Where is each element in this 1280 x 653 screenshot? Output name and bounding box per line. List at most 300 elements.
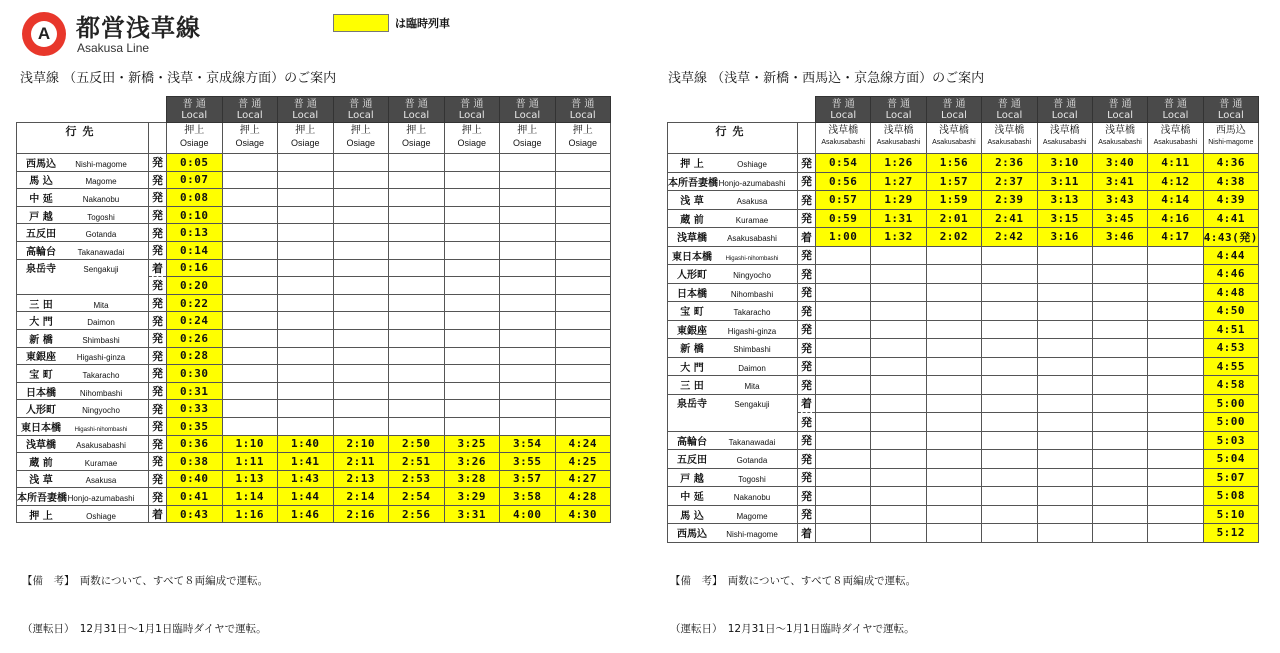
right-section-title: 浅草線 （浅草・新橋・西馬込・京急線方面）のご案内 xyxy=(668,71,985,86)
time-cell xyxy=(500,224,556,242)
arrival-departure-mark: 発 xyxy=(798,265,816,284)
time-cell: 2:14 xyxy=(333,488,389,506)
time-cell xyxy=(278,189,334,207)
time-cell xyxy=(1037,505,1092,524)
time-cell xyxy=(816,487,871,506)
station-cell xyxy=(17,417,149,435)
time-cell xyxy=(222,382,278,400)
time-cell xyxy=(278,347,334,365)
time-cell xyxy=(816,246,871,265)
time-cell: 1:32 xyxy=(871,228,926,247)
station-cell xyxy=(17,241,149,259)
timetable-row xyxy=(668,191,1259,210)
time-cell xyxy=(982,431,1037,450)
station-name-en: Oshiage xyxy=(737,160,767,170)
time-cell xyxy=(1092,450,1147,469)
time-cell xyxy=(816,524,871,543)
arrival-departure-mark: 発 xyxy=(798,320,816,339)
timetable-row xyxy=(17,241,611,259)
time-cell xyxy=(1037,487,1092,506)
time-cell: 3:29 xyxy=(444,488,500,506)
time-cell xyxy=(982,413,1037,432)
train-type-header: 普 通 Local xyxy=(278,97,334,123)
time-cell: 1:16 xyxy=(222,505,278,523)
train-type-header: 普 通 Local xyxy=(816,97,871,123)
time-cell xyxy=(1148,320,1203,339)
time-cell xyxy=(1037,357,1092,376)
time-cell xyxy=(1037,265,1092,284)
arrival-departure-mark: 発 xyxy=(798,376,816,395)
station-cell xyxy=(668,431,798,450)
time-cell xyxy=(555,400,611,418)
station-name-jp: 戸 越 xyxy=(29,211,53,223)
time-cell: 4:58 xyxy=(1203,376,1258,395)
timetable-row xyxy=(668,246,1259,265)
station-name-en: Magome xyxy=(85,177,117,187)
time-cell xyxy=(982,505,1037,524)
station-name-jp: 五反田 xyxy=(26,229,56,241)
time-cell: 4:28 xyxy=(555,488,611,506)
time-cell xyxy=(1092,394,1147,413)
time-cell: 3:16 xyxy=(1037,228,1092,247)
time-cell xyxy=(222,189,278,207)
time-cell xyxy=(555,171,611,189)
time-cell xyxy=(555,189,611,207)
station-cell xyxy=(668,246,798,265)
timetable-row xyxy=(17,294,611,312)
station-name-jp: 東銀座 xyxy=(677,325,707,337)
train-type-header: 普 通 Local xyxy=(1148,97,1203,123)
station-name-jp: 高輪台 xyxy=(26,246,56,258)
time-cell: 5:04 xyxy=(1203,450,1258,469)
time-cell xyxy=(444,417,500,435)
station-name-jp: 泉岳寺 xyxy=(677,398,707,410)
train-destination: 押上 Osiage xyxy=(278,123,334,154)
time-cell: 5:10 xyxy=(1203,505,1258,524)
arrival-departure-mark: 発 xyxy=(798,283,816,302)
arrival-departure-mark: 発 xyxy=(149,224,167,242)
station-name-jp: 五反田 xyxy=(677,455,707,467)
time-cell: 0:43 xyxy=(167,505,223,523)
time-cell: 1:46 xyxy=(278,505,334,523)
train-type-header: 普 通 Local xyxy=(222,97,278,123)
legend-text: は臨時列車 xyxy=(395,17,450,30)
time-cell xyxy=(1037,524,1092,543)
time-cell: 0:35 xyxy=(167,417,223,435)
time-cell: 2:51 xyxy=(389,453,445,471)
time-cell xyxy=(222,294,278,312)
time-cell: 4:25 xyxy=(555,453,611,471)
time-cell: 2:11 xyxy=(333,453,389,471)
time-cell xyxy=(500,312,556,330)
arrival-departure-mark: 発 xyxy=(149,277,167,295)
train-type-header: 普 通 Local xyxy=(500,97,556,123)
arrival-departure-mark: 発 xyxy=(798,172,816,191)
station-cell xyxy=(668,524,798,543)
time-cell xyxy=(278,365,334,383)
time-cell xyxy=(982,450,1037,469)
station-name-jp: 人形町 xyxy=(677,270,707,282)
time-cell: 0:16 xyxy=(167,259,223,277)
station-name-jp: 戸 越 xyxy=(680,473,704,485)
time-cell: 4:41 xyxy=(1203,209,1258,228)
arrival-departure-mark: 着 xyxy=(798,228,816,247)
station-cell xyxy=(17,171,149,189)
station-name-jp: 三 田 xyxy=(680,381,704,393)
arrival-departure-mark: 発 xyxy=(149,417,167,435)
station-name-jp: 西馬込 xyxy=(26,158,56,170)
time-cell: 0:08 xyxy=(167,189,223,207)
time-cell: 2:37 xyxy=(982,172,1037,191)
timetable-row xyxy=(668,413,1259,432)
time-cell xyxy=(222,312,278,330)
train-type-header: 普 通 Local xyxy=(333,97,389,123)
time-cell: 0:31 xyxy=(167,382,223,400)
arrival-departure-mark: 発 xyxy=(149,435,167,453)
time-cell xyxy=(1092,357,1147,376)
time-cell xyxy=(1148,339,1203,358)
time-cell: 1:27 xyxy=(871,172,926,191)
time-cell xyxy=(1092,413,1147,432)
time-cell xyxy=(982,468,1037,487)
train-destination: 押上 Osiage xyxy=(222,123,278,154)
timetable-row xyxy=(668,450,1259,469)
station-name-en: Magome xyxy=(736,511,768,521)
time-cell: 1:14 xyxy=(222,488,278,506)
station-name-en: Higashi-ginza xyxy=(76,353,126,363)
time-cell: 1:40 xyxy=(278,435,334,453)
time-cell xyxy=(1148,283,1203,302)
time-cell xyxy=(278,329,334,347)
station-name-jp: 新 橋 xyxy=(29,334,53,346)
arrival-departure-mark: 発 xyxy=(798,431,816,450)
station-name-en: Kuramae xyxy=(84,458,118,468)
train-destination: 浅草橋 Asakusabashi xyxy=(982,123,1037,154)
time-cell: 0:56 xyxy=(816,172,871,191)
time-cell: 4:43(発) xyxy=(1203,228,1258,247)
time-cell xyxy=(444,365,500,383)
time-cell xyxy=(500,241,556,259)
time-cell xyxy=(1037,376,1092,395)
time-cell xyxy=(926,376,981,395)
time-cell xyxy=(389,241,445,259)
brand-title-jp: 都営浅草線 xyxy=(76,14,201,42)
station-name-en: Honjo-azumabashi xyxy=(718,178,786,188)
time-cell xyxy=(500,277,556,295)
time-cell: 4:30 xyxy=(555,505,611,523)
station-name-jp: 大 門 xyxy=(29,317,53,329)
station-name-en: Sengakuji xyxy=(734,399,770,409)
time-cell xyxy=(389,206,445,224)
time-cell xyxy=(871,357,926,376)
time-cell xyxy=(222,171,278,189)
time-cell: 0:57 xyxy=(816,191,871,210)
time-cell xyxy=(1092,376,1147,395)
station-name-en: Asakusa xyxy=(736,197,768,207)
time-cell xyxy=(444,329,500,347)
station-cell xyxy=(668,172,798,191)
train-destination: 浅草橋 Asakusabashi xyxy=(1148,123,1203,154)
station-name-jp: 押 上 xyxy=(680,159,704,171)
station-name-en: Nihombashi xyxy=(730,289,774,299)
time-cell xyxy=(1037,413,1092,432)
time-cell xyxy=(444,400,500,418)
station-name-jp: 浅草橋 xyxy=(26,440,56,452)
time-cell xyxy=(222,206,278,224)
station-name-jp: 高輪台 xyxy=(677,436,707,448)
time-cell xyxy=(982,394,1037,413)
arrival-departure-mark: 発 xyxy=(798,191,816,210)
time-cell xyxy=(982,302,1037,321)
time-cell xyxy=(333,329,389,347)
station-name-en: Togoshi xyxy=(738,474,766,484)
station-name-en: Nakanobu xyxy=(82,194,120,204)
time-cell xyxy=(871,450,926,469)
station-name-jp: 東銀座 xyxy=(26,352,56,364)
time-cell xyxy=(333,417,389,435)
timetable-row xyxy=(668,487,1259,506)
time-cell: 4:55 xyxy=(1203,357,1258,376)
train-type-header: 普 通 Local xyxy=(926,97,981,123)
station-name-en: Shimbashi xyxy=(82,335,120,345)
station-name-en: Nishi-magome xyxy=(75,159,127,169)
time-cell: 1:44 xyxy=(278,488,334,506)
time-cell xyxy=(926,246,981,265)
time-cell xyxy=(333,400,389,418)
time-cell: 0:22 xyxy=(167,294,223,312)
time-cell xyxy=(1037,394,1092,413)
time-cell xyxy=(555,277,611,295)
time-cell xyxy=(871,265,926,284)
station-name-en: Gotanda xyxy=(736,456,768,466)
time-cell: 4:00 xyxy=(500,505,556,523)
station-name-jp: 人形町 xyxy=(26,405,56,417)
time-cell xyxy=(500,400,556,418)
station-cell xyxy=(668,413,798,432)
time-cell: 2:42 xyxy=(982,228,1037,247)
time-cell xyxy=(278,294,334,312)
time-cell xyxy=(278,417,334,435)
time-cell: 2:54 xyxy=(389,488,445,506)
arrival-departure-mark: 発 xyxy=(149,154,167,172)
timetable-row xyxy=(17,488,611,506)
timetable-westbound-to-oshiage xyxy=(16,96,611,523)
station-cell xyxy=(17,259,149,277)
time-cell xyxy=(500,189,556,207)
time-cell xyxy=(982,524,1037,543)
time-cell: 2:56 xyxy=(389,505,445,523)
time-cell xyxy=(333,241,389,259)
note-operating-days: （運転日） 12月31日～1月1日臨時ダイヤで運転。 xyxy=(670,623,915,635)
train-destination: 押上 Osiage xyxy=(500,123,556,154)
arrival-departure-mark: 発 xyxy=(149,171,167,189)
time-cell xyxy=(278,241,334,259)
time-cell xyxy=(444,224,500,242)
station-name-en: Ningyocho xyxy=(82,406,120,416)
time-cell: 5:12 xyxy=(1203,524,1258,543)
arrival-departure-mark: 発 xyxy=(149,400,167,418)
timetable-row xyxy=(668,283,1259,302)
time-cell: 2:41 xyxy=(982,209,1037,228)
arrival-departure-mark: 発 xyxy=(798,154,816,173)
time-cell xyxy=(871,320,926,339)
time-cell xyxy=(278,400,334,418)
time-cell xyxy=(982,265,1037,284)
time-cell xyxy=(444,382,500,400)
time-cell xyxy=(500,329,556,347)
time-cell: 3:28 xyxy=(444,470,500,488)
time-cell xyxy=(278,206,334,224)
time-cell xyxy=(1092,524,1147,543)
arrival-departure-mark: 発 xyxy=(798,209,816,228)
time-cell: 0:26 xyxy=(167,329,223,347)
time-cell xyxy=(555,347,611,365)
time-cell xyxy=(389,224,445,242)
station-cell xyxy=(17,347,149,365)
time-cell xyxy=(926,487,981,506)
arrival-departure-mark: 発 xyxy=(149,312,167,330)
time-cell xyxy=(1037,468,1092,487)
station-name-jp: 浅草橋 xyxy=(677,233,707,245)
time-cell: 1:56 xyxy=(926,154,981,173)
time-cell xyxy=(222,365,278,383)
timetable-row xyxy=(17,365,611,383)
time-cell xyxy=(389,277,445,295)
time-cell xyxy=(1037,450,1092,469)
station-name-en: Honjo-azumabashi xyxy=(67,494,135,504)
timetable-row xyxy=(17,171,611,189)
time-cell: 4:17 xyxy=(1148,228,1203,247)
time-cell xyxy=(816,450,871,469)
time-cell xyxy=(555,224,611,242)
time-cell xyxy=(816,283,871,302)
time-cell xyxy=(1092,283,1147,302)
blank-corner xyxy=(668,97,816,123)
station-name-jp: 中 延 xyxy=(680,492,704,504)
station-cell xyxy=(668,191,798,210)
time-cell: 1:31 xyxy=(871,209,926,228)
timetable-row xyxy=(17,189,611,207)
time-cell xyxy=(333,365,389,383)
time-cell xyxy=(333,312,389,330)
time-cell xyxy=(926,283,981,302)
station-name-jp: 馬 込 xyxy=(29,176,53,188)
time-cell xyxy=(871,394,926,413)
time-cell xyxy=(222,154,278,172)
timetable-row xyxy=(668,339,1259,358)
timetable-row xyxy=(668,228,1259,247)
station-name-jp: 東日本橋 xyxy=(672,251,712,263)
time-cell: 2:13 xyxy=(333,470,389,488)
time-cell xyxy=(926,413,981,432)
station-cell xyxy=(668,228,798,247)
time-cell: 0:24 xyxy=(167,312,223,330)
station-cell xyxy=(668,357,798,376)
time-cell xyxy=(389,154,445,172)
timetable-row xyxy=(668,154,1259,173)
time-cell xyxy=(982,246,1037,265)
arrival-departure-mark: 発 xyxy=(149,382,167,400)
time-cell xyxy=(1092,487,1147,506)
time-cell: 3:45 xyxy=(1092,209,1147,228)
time-cell xyxy=(1148,357,1203,376)
station-name-en: Nishi-magome xyxy=(726,530,778,540)
time-cell xyxy=(816,320,871,339)
station-name-en: Takanawadai xyxy=(77,247,125,257)
time-cell: 1:57 xyxy=(926,172,981,191)
time-cell xyxy=(926,524,981,543)
time-cell xyxy=(1148,450,1203,469)
time-cell xyxy=(555,294,611,312)
arrival-departure-mark: 発 xyxy=(149,329,167,347)
station-name-en: Higashi-nihombashi xyxy=(725,255,779,262)
train-destination: 押上 Osiage xyxy=(389,123,445,154)
station-name-en: Ningyocho xyxy=(733,271,771,281)
time-cell xyxy=(871,524,926,543)
time-cell: 4:16 xyxy=(1148,209,1203,228)
arrival-departure-mark: 着 xyxy=(149,259,167,277)
time-cell xyxy=(1148,524,1203,543)
time-cell: 2:10 xyxy=(333,435,389,453)
time-cell: 2:01 xyxy=(926,209,981,228)
time-cell xyxy=(444,347,500,365)
timetable-row xyxy=(668,209,1259,228)
train-type-header: 普 通 Local xyxy=(444,97,500,123)
train-destination: 浅草橋 Asakusabashi xyxy=(926,123,981,154)
station-name-jp: 東日本橋 xyxy=(21,422,61,434)
time-cell xyxy=(333,206,389,224)
station-name-jp: 馬 込 xyxy=(680,510,704,522)
note-operating-days: （運転日） 12月31日～1月1日臨時ダイヤで運転。 xyxy=(22,623,267,635)
time-cell xyxy=(1037,246,1092,265)
time-cell xyxy=(871,487,926,506)
station-name-jp: 大 門 xyxy=(680,362,704,374)
station-name-en: Daimon xyxy=(87,318,115,328)
time-cell: 2:16 xyxy=(333,505,389,523)
time-cell xyxy=(871,431,926,450)
time-cell xyxy=(926,450,981,469)
train-destination: 浅草橋 Asakusabashi xyxy=(1092,123,1147,154)
timetable-row xyxy=(668,394,1259,413)
time-cell: 0:59 xyxy=(816,209,871,228)
station-name-en: Higashi-nihombashi xyxy=(74,426,128,433)
station-cell xyxy=(668,505,798,524)
time-cell xyxy=(278,277,334,295)
arrival-departure-mark: 発 xyxy=(798,413,816,432)
time-cell xyxy=(871,246,926,265)
time-cell xyxy=(333,171,389,189)
station-name-jp: 泉岳寺 xyxy=(26,263,56,275)
station-name-jp: 宝 町 xyxy=(29,369,53,381)
time-cell xyxy=(1037,283,1092,302)
station-name-jp: 押 上 xyxy=(29,510,53,522)
time-cell xyxy=(333,259,389,277)
station-name-jp: 日本橋 xyxy=(677,288,707,300)
arrival-departure-mark: 発 xyxy=(798,339,816,358)
timetable-row xyxy=(17,382,611,400)
station-cell xyxy=(668,376,798,395)
time-cell: 3:58 xyxy=(500,488,556,506)
time-cell xyxy=(1148,376,1203,395)
station-cell xyxy=(17,277,149,295)
time-cell xyxy=(389,382,445,400)
time-cell: 3:55 xyxy=(500,453,556,471)
time-cell xyxy=(926,302,981,321)
train-destination: 押上 Osiage xyxy=(555,123,611,154)
note-remarks: 【備 考】 両数について、すべて８両編成で運転。 xyxy=(670,575,917,587)
station-name-en: Oshiage xyxy=(86,511,116,521)
station-name-jp: 宝 町 xyxy=(680,307,704,319)
